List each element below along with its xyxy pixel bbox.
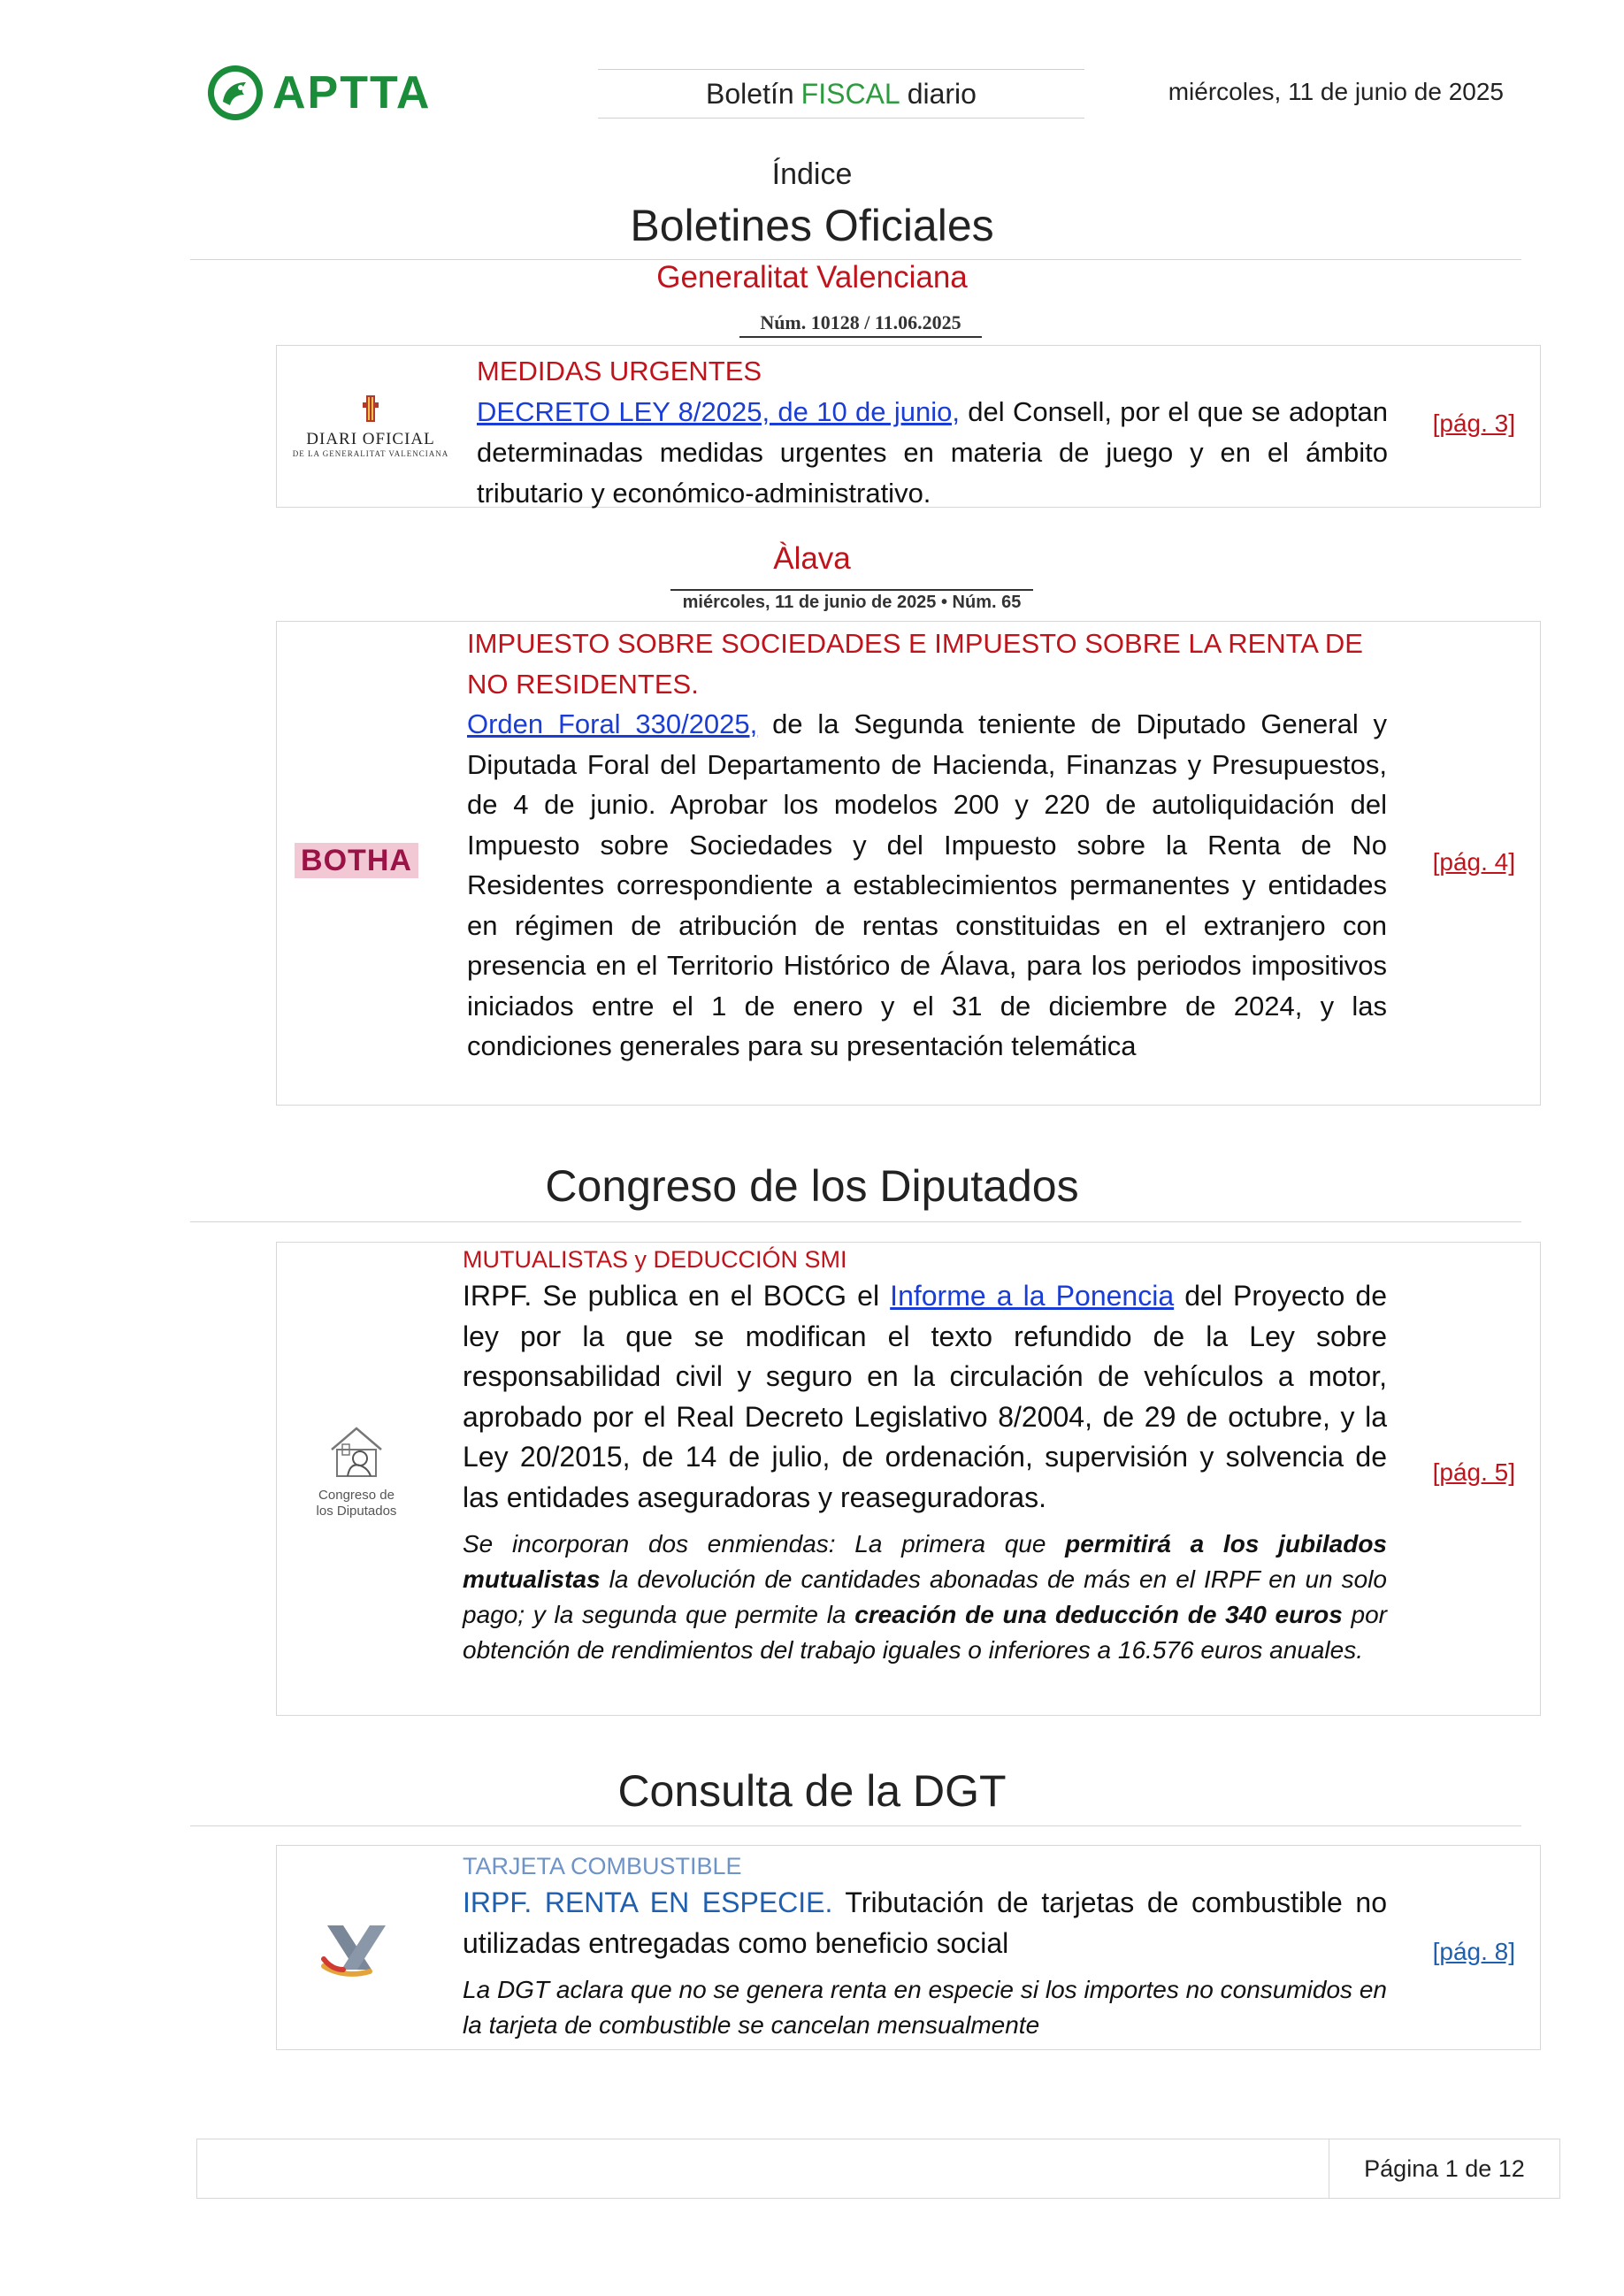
botha-logo (295, 843, 418, 878)
decreto-ley-link[interactable]: DECRETO LEY 8/2025, de 10 de junio, (477, 396, 960, 427)
entry-note-dgt: La DGT aclara que no se genera renta en especie si los importes no consumidos en la tarjeta de combustible se cancelan mensualmente (463, 1976, 1387, 2039)
region-title-alava: Àlava (773, 541, 851, 576)
aptta-logo (205, 62, 462, 124)
entry-card-gv (276, 345, 1541, 508)
bulletin-title (598, 69, 1084, 119)
section-title-congreso: Congreso de los Diputados (545, 1161, 1079, 1211)
page-link-gv[interactable]: [pág. 3] (1432, 409, 1515, 437)
entry-card-congreso (276, 1242, 1541, 1716)
section-divider (190, 1221, 1521, 1222)
entry-body-dgt (463, 1883, 1387, 1963)
gv-issue-ref-text: Núm. 10128 / 11.06.2025 (760, 311, 961, 333)
entry-category-congreso: MUTUALISTAS y DEDUCCIÓN SMI (463, 1246, 847, 1273)
entry-lead-dgt: IRPF. RENTA EN ESPECIE. (463, 1887, 833, 1918)
congreso-logo (295, 1420, 418, 1519)
note-text-congreso-1: Se incorporan dos enmiendas: La primera que (463, 1530, 1066, 1557)
page-number: Página 1 de 12 (1329, 2139, 1559, 2198)
entry-text-congreso (463, 1243, 1387, 1668)
aptta-logo-icon (205, 63, 265, 123)
header-date: miércoles, 11 de junio de 2025 (1168, 78, 1504, 105)
dogv-logo-line2: DE LA GENERALITAT VALENCIANA (292, 449, 449, 458)
aptta-logo-text: APTTA (272, 67, 432, 119)
gv-issue-ref (739, 311, 982, 338)
dogv-crest-icon (357, 392, 384, 425)
entry-note-congreso (463, 1527, 1387, 1668)
entry-text-alava (467, 624, 1387, 1067)
bulletin-highlight: FISCAL (801, 77, 900, 110)
congreso-lion-icon (325, 1420, 388, 1483)
congreso-logo-line2: los Diputados (316, 1504, 397, 1519)
alava-issue-ref (670, 589, 1033, 613)
aeat-logo (295, 1915, 418, 1985)
section-title-dgt: Consulta de la DGT (617, 1766, 1007, 1816)
note-text-congreso-2: la devolución de cantidades abonadas de más en el IRPF en un solo pago; y la segunda que permite la (463, 1565, 1387, 1628)
alava-issue-ref-text: miércoles, 11 de junio de 2025 • Núm. 65 (682, 593, 1022, 612)
congreso-logo-line1: Congreso de (318, 1488, 395, 1503)
note-bold-congreso-2: creación de una deducción de 340 euros (854, 1601, 1343, 1628)
entry-text-gv (477, 351, 1388, 514)
entry-body-congreso (463, 1276, 1387, 1518)
page-link-alava[interactable]: [pág. 4] (1432, 848, 1515, 876)
entry-body-text-gv: del Consell, por el que se adoptan determinadas medidas urgentes en materia de juego y en el ámbito tributario y económico-administrativo. (477, 396, 1389, 509)
entry-body-text-alava: de la Segunda teniente de Diputado General y Diputada Foral del Departamento de Hacienda, Finanzas y Presupuestos, de 4 de junio. Aprobar los modelos 200 y 220 de autoliquidación del Impuesto sobre Sociedades y del Impuesto sobre la Renta de No Residentes correspondiente a establecimientos permanentes y entidades en régimen de atribución de rentas constituidas en el extranjero con presencia en el Territorio Histórico de Álava, para los periodos impositivos iniciados entre el 1 de enero y el 31 de diciembre de 2024, y las condiciones generales para su presentación telemática (467, 708, 1387, 1061)
entry-category-gv: MEDIDAS URGENTES (477, 356, 762, 386)
note-bold-congreso-1: permitirá a los jubilados mutualistas (463, 1530, 1387, 1593)
entry-body-text-congreso-1: IRPF. Se publica en el BOCG el (463, 1280, 891, 1312)
entry-text-dgt (463, 1849, 1387, 2043)
region-title-gv: Generalitat Valenciana (656, 260, 968, 295)
page-footer (196, 2139, 1560, 2199)
informe-ponencia-link[interactable]: Informe a la Ponencia (890, 1280, 1175, 1312)
section-title-boletines: Boletines Oficiales (630, 201, 994, 250)
bulletin-suffix: diario (907, 77, 977, 110)
entry-body-alava (467, 704, 1387, 1067)
entry-card-alava (276, 621, 1541, 1106)
note-text-congreso-3: por obtención de rendimientos del trabajo iguales o inferiores a 16.576 euros anuales. (463, 1601, 1388, 1664)
dogv-logo-line1: DIARI OFICIAL (306, 430, 435, 448)
page-link-dgt[interactable]: [pág. 8] (1432, 1938, 1515, 1965)
entry-card-dgt (276, 1845, 1541, 2050)
page-link-congreso[interactable]: [pág. 5] (1432, 1458, 1515, 1486)
orden-foral-link[interactable]: Orden Foral 330/2025, (467, 708, 758, 739)
entry-body-text-congreso-2: del Proyecto de ley por la que se modifican el texto refundido de la Ley sobre responsabilidad civil y seguro en la circulación de vehículos a motor, aprobado por el Real Decreto Legislativo 8/2004, de 29 de octubre, y la Ley 20/2015, de 14 de julio, de ordenación, supervisión y solvencia de las entidades aseguradoras y reaseguradoras. (463, 1280, 1388, 1513)
entry-body-text-dgt: Tributación de tarjetas de combustible no utilizadas entregadas como beneficio social (463, 1887, 1387, 1959)
dogv-logo (291, 392, 450, 458)
entry-body-gv (477, 392, 1388, 514)
bulletin-prefix: Boletín (706, 77, 794, 110)
section-divider (190, 1825, 1521, 1826)
entry-category-alava: IMPUESTO SOBRE SOCIEDADES E IMPUESTO SOBRE LA RENTA DE NO RESIDENTES. (467, 628, 1363, 700)
entry-category-dgt: TARJETA COMBUSTIBLE (463, 1853, 742, 1879)
aeat-logo-icon (317, 1915, 396, 1980)
botha-logo-text: BOTHA (301, 843, 412, 877)
index-label: Índice (771, 157, 853, 191)
